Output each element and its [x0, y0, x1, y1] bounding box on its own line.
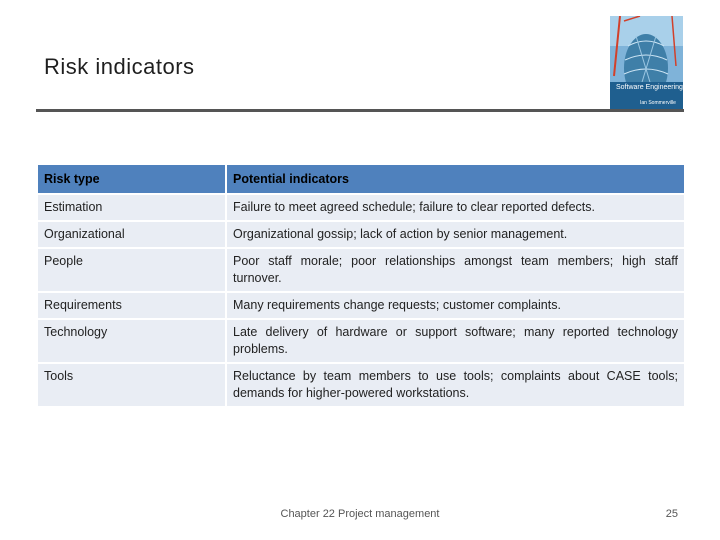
- page-number: 25: [665, 508, 678, 520]
- table-row: [37, 292, 685, 319]
- indicator-cell: Failure to meet agreed schedule; failure to clear reported defects.: [226, 194, 685, 221]
- risk-type-cell: Estimation: [37, 194, 226, 221]
- cover-title: Software Engineering: [616, 84, 683, 91]
- slide-title: Risk indicators: [44, 54, 195, 79]
- risk-indicators-table: [36, 163, 686, 408]
- table-row: [37, 221, 685, 248]
- book-cover-image: [610, 16, 683, 109]
- title-divider: [36, 109, 684, 112]
- risk-type-cell: Requirements: [37, 292, 226, 319]
- table-row: [37, 248, 685, 292]
- header-potential-indicators: Potential indicators: [226, 164, 685, 194]
- risk-type-cell: Organizational: [37, 221, 226, 248]
- table-row: [37, 363, 685, 407]
- risk-type-cell: Technology: [37, 319, 226, 363]
- indicator-cell: Poor staff morale; poor relationships amongst team members; high staff turnover.: [226, 248, 685, 292]
- risk-type-cell: Tools: [37, 363, 226, 407]
- header-risk-type: Risk type: [37, 164, 226, 194]
- indicator-cell: Late delivery of hardware or support software; many reported technology problems.: [226, 319, 685, 363]
- indicator-cell: Many requirements change requests; customer complaints.: [226, 292, 685, 319]
- table-header-row: [37, 164, 685, 194]
- risk-type-cell: People: [37, 248, 226, 292]
- cover-author: Ian Sommerville: [640, 100, 676, 106]
- cover-building-graphic: [610, 16, 683, 109]
- table-row: [37, 194, 685, 221]
- indicator-cell: Organizational gossip; lack of action by senior management.: [226, 221, 685, 248]
- indicator-cell: Reluctance by team members to use tools; complaints about CASE tools; demands for higher-powered workstations.: [226, 363, 685, 407]
- slide-footer: Chapter 22 Project management: [280, 508, 440, 520]
- table-row: [37, 319, 685, 363]
